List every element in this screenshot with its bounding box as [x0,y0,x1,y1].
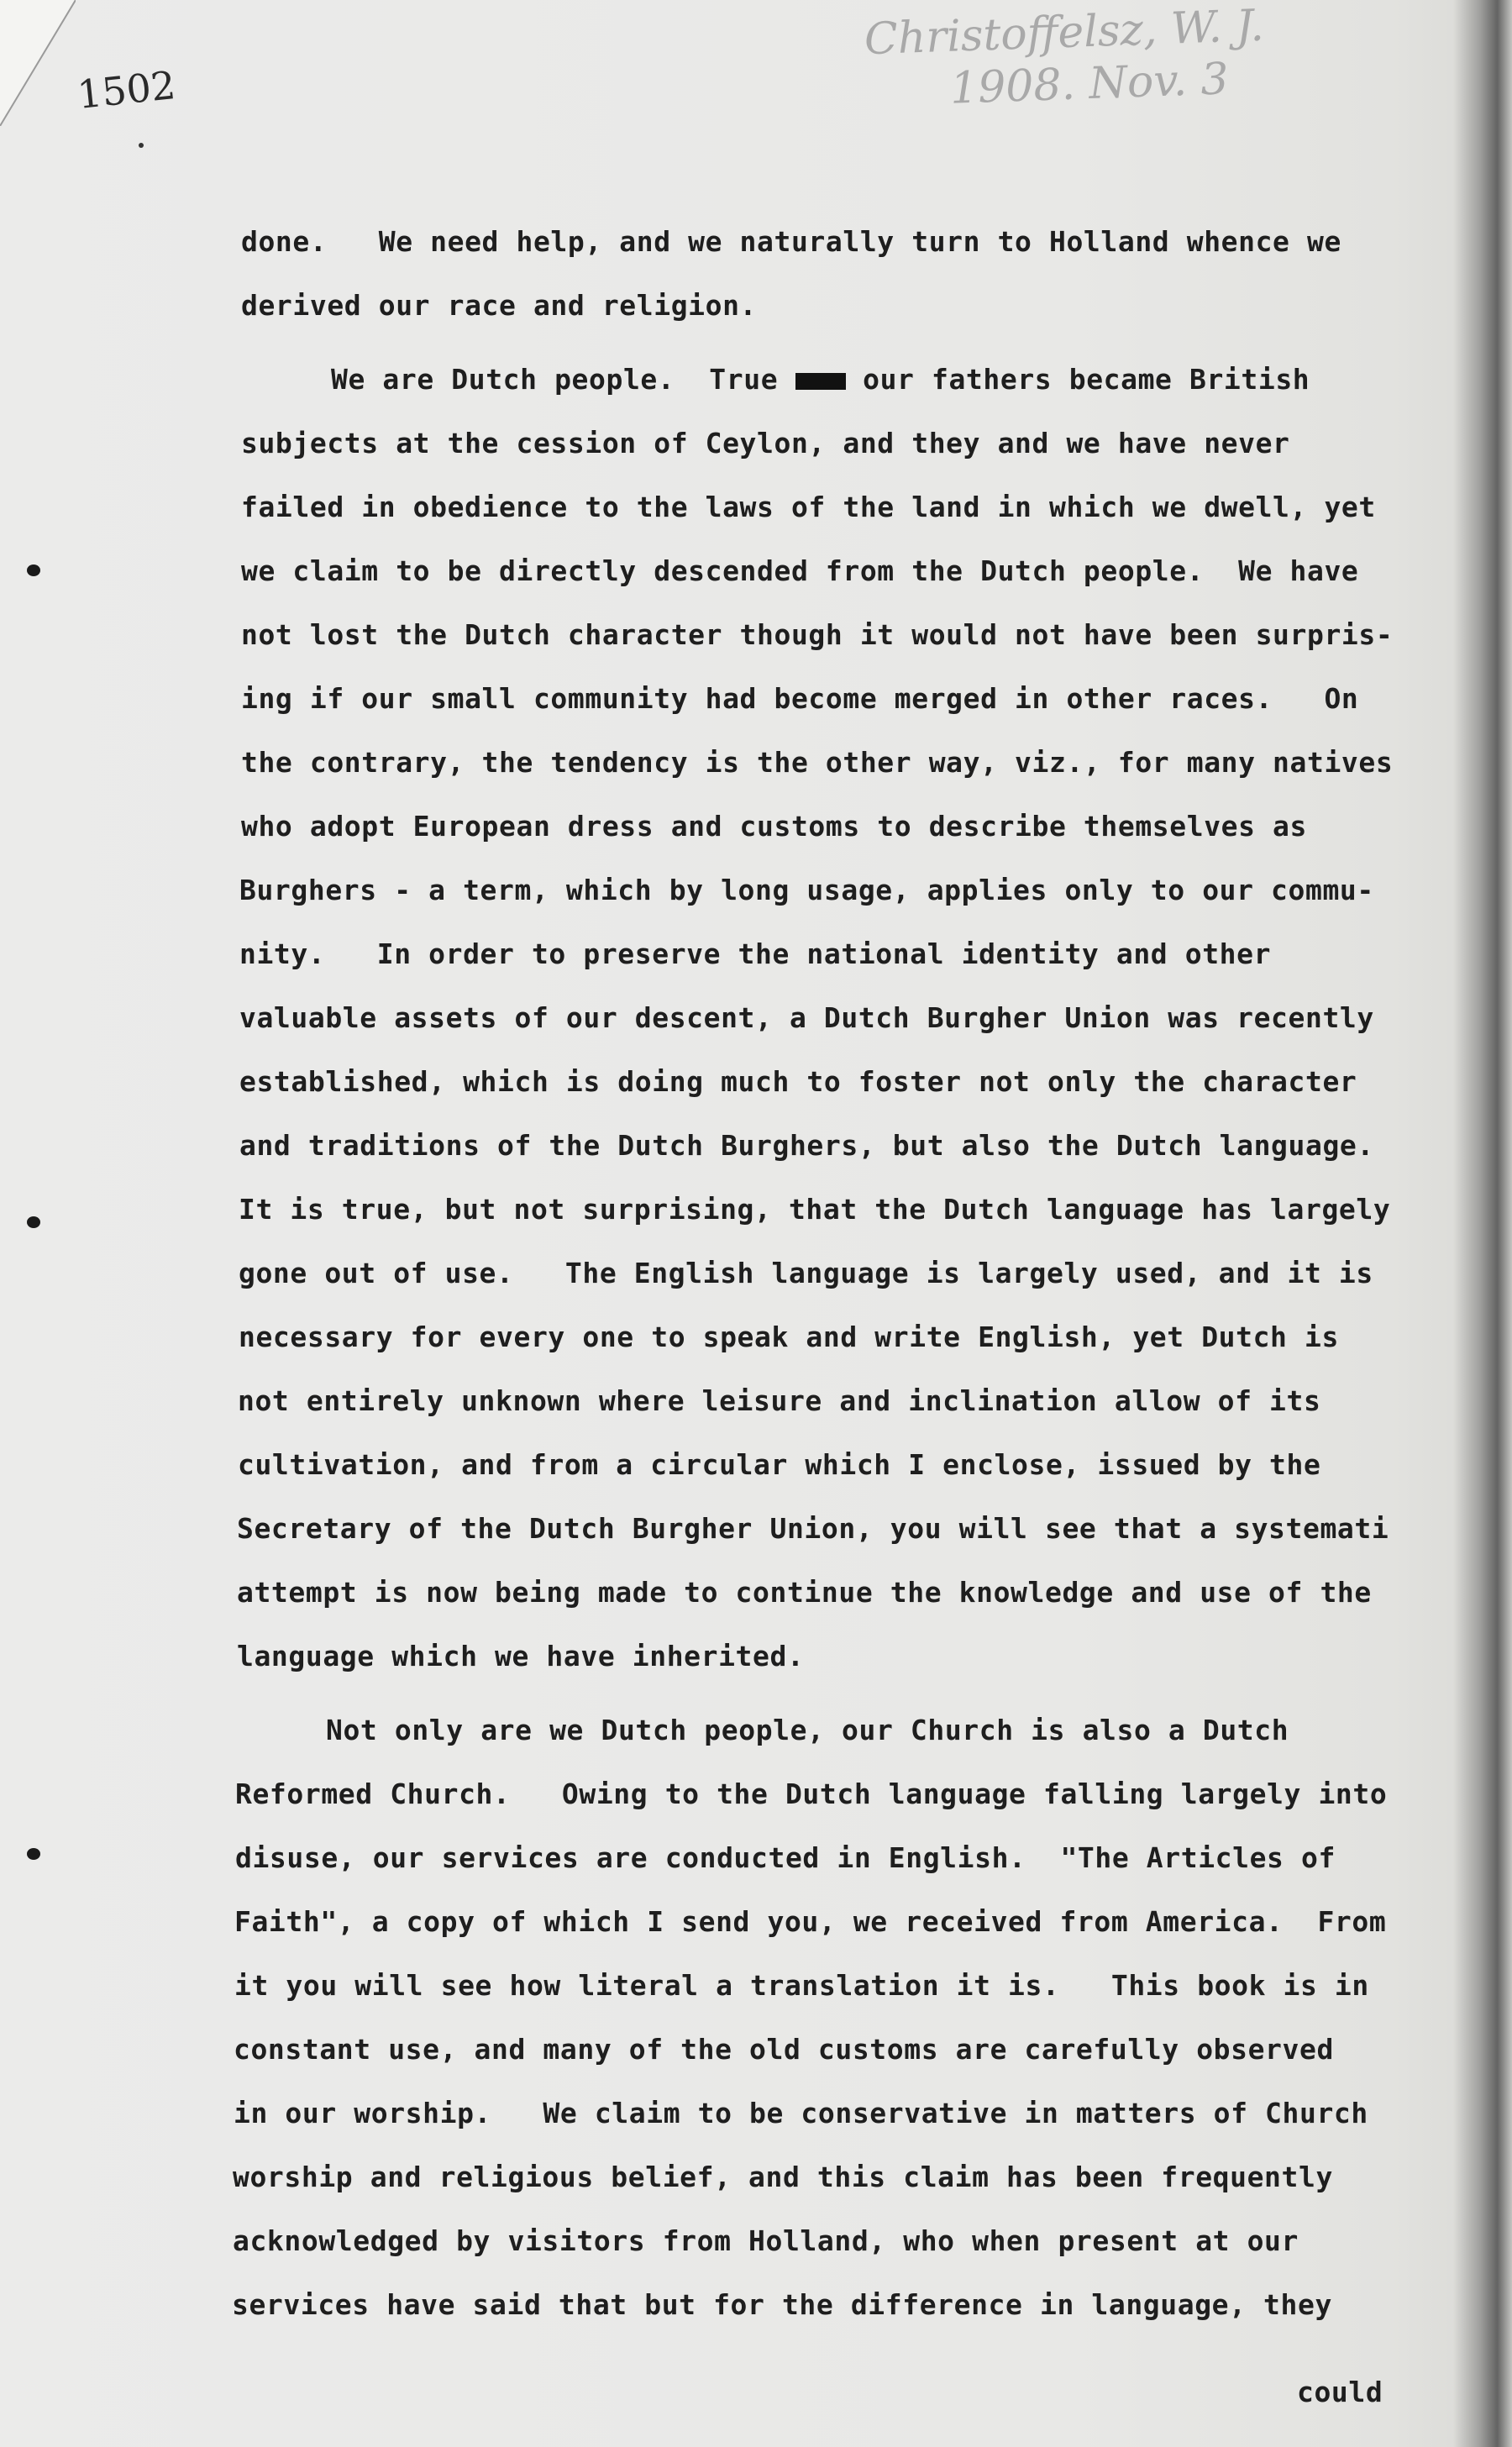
text-line: necessary for every one to speak and write English, yet Dutch is [239,1321,1339,1353]
text-line: Faith", a copy of which I send you, we received from America. From [234,1905,1387,1938]
pencil-annotation-line-2: 1908. Nov. 3 [949,54,1230,114]
text-line: we claim to be directly descended from the Dutch people. We have [241,554,1359,587]
folio-number: 1502 [75,62,178,118]
text-line: attempt is now being made to continue the knowledge and use of the [237,1576,1372,1609]
text-line: and traditions of the Dutch Burghers, but also the Dutch language. [239,1129,1374,1162]
text-line: valuable assets of our descent, a Dutch Burgher Union was recently [239,1001,1374,1034]
folded-corner [0,0,76,126]
text-line: it you will see how literal a translation it is. This book is in [234,1969,1369,2002]
text-line: disuse, our services are conducted in English. "The Articles of [235,1841,1336,1874]
text-line: We are Dutch people. True our fathers became British [331,363,1310,396]
struck-out-text [795,373,846,390]
text-line: in our worship. We claim to be conservative in matters of Church [234,2097,1368,2129]
punch-hole [27,1216,40,1228]
text-line: established, which is doing much to foster not only the character [239,1065,1357,1098]
pencil-annotation-line-1: Christoffelsz, W. J. [864,0,1265,66]
text-line: language which we have inherited. [237,1640,805,1672]
catchword: could [1297,2376,1383,2408]
text-line: not lost the Dutch character though it would not have been surpris- [241,618,1394,651]
text-line: who adopt European dress and customs to describe themselves as [241,810,1307,843]
folio-dot [139,143,144,148]
text-line: the contrary, the tendency is the other way, viz., for many natives [241,746,1394,779]
text-line: gone out of use. The English language is largely used, and it is [239,1257,1373,1289]
text-line: done. We need help, and we naturally turn to Holland whence we [241,225,1341,258]
punch-hole [27,1848,40,1860]
text-line: Not only are we Dutch people, our Church is also a Dutch [326,1714,1289,1746]
text-line: subjects at the cession of Ceylon, and they and we have never [241,427,1290,459]
text-line: Reformed Church. Owing to the Dutch language falling largely into [235,1777,1388,1810]
text-line: services have said that but for the difference in language, they [232,2288,1332,2321]
pencil-annotation [864,0,1267,118]
scan-edge-shadow [1453,0,1512,2447]
text-line: nity. In order to preserve the national identity and other [239,937,1272,970]
text-line: not entirely unknown where leisure and inclination allow of its [238,1384,1321,1417]
text-line: ing if our small community had become merged in other races. On [241,682,1359,715]
text-line: acknowledged by visitors from Holland, who when present at our [233,2224,1299,2257]
punch-hole [27,564,40,576]
text-line: constant use, and many of the old customs are carefully observed [234,2033,1334,2066]
text-line: worship and religious belief, and this claim has been frequently [233,2161,1333,2193]
text-line: Secretary of the Dutch Burgher Union, you will see that a systemati [237,1512,1389,1545]
text-line: It is true, but not surprising, that the Dutch language has largely [239,1193,1391,1226]
text-line: failed in obedience to the laws of the land in which we dwell, yet [241,491,1376,523]
text-line: derived our race and religion. [241,289,758,322]
text-line: cultivation, and from a circular which I enclose, issued by the [238,1448,1321,1481]
text-line: Burghers - a term, which by long usage, applies only to our commu- [239,874,1374,906]
